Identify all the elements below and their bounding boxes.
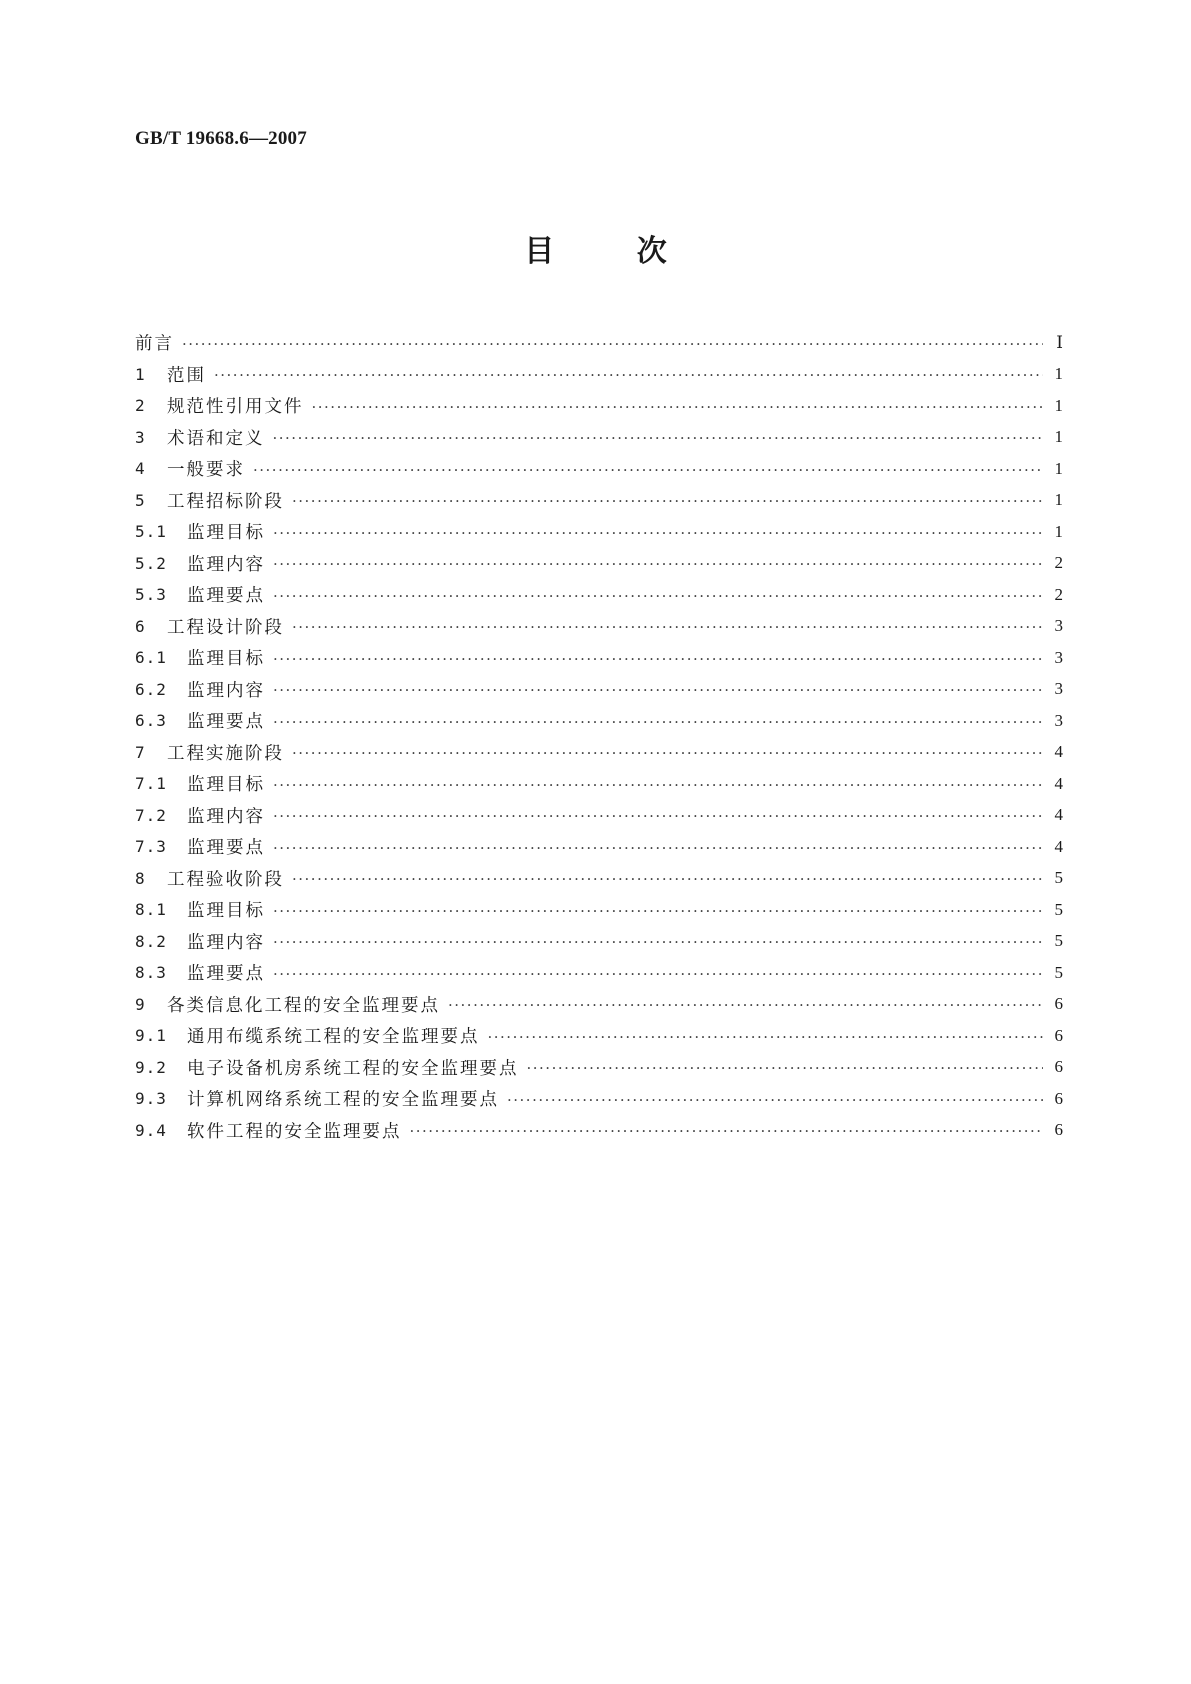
- toc-entry[interactable]: [135, 390, 1063, 422]
- toc-entry-page: 5: [1054, 931, 1063, 951]
- toc-dot-leader: [182, 334, 1043, 354]
- toc-entry-page: 3: [1054, 647, 1063, 667]
- toc-entry-title: 监理内容: [187, 680, 265, 701]
- toc-entry-title: 监理目标: [187, 649, 265, 670]
- toc-entry[interactable]: [135, 737, 1063, 769]
- toc-entry-title: 工程招标阶段: [167, 491, 284, 512]
- toc-entry[interactable]: [135, 894, 1063, 926]
- toc-entry-number: 8: [135, 868, 146, 888]
- toc-entry[interactable]: [135, 1052, 1063, 1084]
- toc-dot-leader: [292, 743, 1043, 763]
- toc-entry-number: 9.4: [135, 1120, 167, 1140]
- toc-entry-page: 1: [1054, 364, 1063, 384]
- toc-entry[interactable]: [135, 768, 1063, 800]
- toc-entry-title: 规范性引用文件: [167, 397, 304, 418]
- toc-entry[interactable]: [135, 989, 1063, 1021]
- toc-entry-title: 计算机网络系统工程的安全监理要点: [187, 1090, 499, 1111]
- toc-dot-leader: [488, 1027, 1044, 1047]
- toc-entry-page: 6: [1054, 994, 1063, 1014]
- toc-entry-number: 1: [135, 364, 146, 384]
- toc-entry-page: 4: [1054, 805, 1063, 825]
- toc-dot-leader: [292, 491, 1043, 511]
- toc-entry-number: 2: [135, 396, 146, 416]
- toc-entry-page: 1: [1054, 458, 1063, 478]
- toc-entry[interactable]: [135, 1115, 1063, 1147]
- toc-entry-page: 5: [1054, 868, 1063, 888]
- toc-dot-leader: [273, 554, 1043, 574]
- toc-dot-leader: [410, 1121, 1044, 1141]
- toc-entry-page: 1: [1054, 521, 1063, 541]
- toc-entry[interactable]: [135, 705, 1063, 737]
- toc-entry[interactable]: [135, 642, 1063, 674]
- toc-dot-leader: [273, 680, 1043, 700]
- toc-entry-title: 软件工程的安全监理要点: [187, 1121, 402, 1142]
- toc-entry-page: 4: [1054, 742, 1063, 762]
- standard-code: GB/T 19668.6—2007: [135, 128, 307, 149]
- toc-entry[interactable]: [135, 926, 1063, 958]
- toc-dot-leader: [292, 617, 1043, 637]
- toc-dot-leader: [273, 428, 1044, 448]
- toc-dot-leader: [253, 460, 1043, 480]
- toc-dot-leader: [273, 586, 1043, 606]
- toc-entry-title: 监理要点: [187, 586, 265, 607]
- toc-entry-title: 监理目标: [187, 523, 265, 544]
- toc-dot-leader: [214, 365, 1043, 385]
- toc-entry-number: 6: [135, 616, 146, 636]
- toc-dot-leader: [273, 775, 1043, 795]
- toc-dot-leader: [292, 869, 1043, 889]
- toc-entry-page: 6: [1054, 1057, 1063, 1077]
- toc-entry-number: 7.3: [135, 837, 167, 857]
- toc-entry[interactable]: [135, 863, 1063, 895]
- toc-entry-page: Ⅰ: [1056, 332, 1063, 352]
- toc-entry-title: 监理内容: [187, 554, 265, 575]
- title-char-1: 目: [524, 234, 555, 269]
- toc-entry-page: 1: [1054, 395, 1063, 415]
- toc-entry[interactable]: [135, 422, 1063, 454]
- toc-entry[interactable]: [135, 453, 1063, 485]
- toc-dot-leader: [273, 901, 1043, 921]
- toc-entry-number: 5.1: [135, 522, 167, 542]
- toc-dot-leader: [273, 964, 1043, 984]
- toc-dot-leader: [448, 995, 1043, 1015]
- toc-dot-leader: [273, 806, 1043, 826]
- toc-dot-leader: [273, 932, 1043, 952]
- toc-entry[interactable]: [135, 359, 1063, 391]
- toc-entry-page: 3: [1054, 679, 1063, 699]
- toc-entry[interactable]: [135, 485, 1063, 517]
- toc-entry-title: 监理目标: [187, 775, 265, 796]
- toc-entry-number: 7.2: [135, 805, 167, 825]
- toc-entry[interactable]: [135, 516, 1063, 548]
- toc-entry[interactable]: [135, 1020, 1063, 1052]
- toc-entry-page: 4: [1054, 836, 1063, 856]
- toc-entry-number: 9.3: [135, 1089, 167, 1109]
- toc-entry-title: 电子设备机房系统工程的安全监理要点: [187, 1058, 519, 1079]
- toc-entry[interactable]: [135, 674, 1063, 706]
- toc-entry-title: 监理要点: [187, 964, 265, 985]
- toc-entry-number: 6.3: [135, 711, 167, 731]
- toc-entry-number: 9.2: [135, 1057, 167, 1077]
- toc-entry-page: 1: [1054, 490, 1063, 510]
- toc-entry-page: 3: [1054, 710, 1063, 730]
- toc-entry-number: 8.2: [135, 931, 167, 951]
- toc-entry-title: 工程设计阶段: [167, 617, 284, 638]
- toc-entry[interactable]: [135, 579, 1063, 611]
- toc-dot-leader: [273, 523, 1043, 543]
- toc-entry-number: 7.1: [135, 774, 167, 794]
- toc-entry-page: 3: [1054, 616, 1063, 636]
- toc-entry-title: 监理要点: [187, 712, 265, 733]
- toc-dot-leader: [507, 1090, 1043, 1110]
- toc-entry-title: 术语和定义: [167, 428, 265, 449]
- toc-entry-title: 监理要点: [187, 838, 265, 859]
- toc-entry[interactable]: [135, 548, 1063, 580]
- toc-dot-leader: [273, 838, 1043, 858]
- toc-entry-number: 6.1: [135, 648, 167, 668]
- toc-entry-page: 1: [1054, 427, 1063, 447]
- toc-entry[interactable]: [135, 327, 1063, 359]
- toc-entry-page: 6: [1054, 1088, 1063, 1108]
- page-title: [0, 226, 1191, 270]
- toc-entry[interactable]: [135, 1083, 1063, 1115]
- toc-entry-title: 工程验收阶段: [167, 869, 284, 890]
- toc-entry-page: 5: [1054, 899, 1063, 919]
- toc-entry-title: 监理目标: [187, 901, 265, 922]
- toc-entry-title: 范围: [167, 365, 206, 386]
- toc-entry-number: 6.2: [135, 679, 167, 699]
- toc-entry-title: 通用布缆系统工程的安全监理要点: [187, 1027, 480, 1048]
- toc-entry-number: 8.1: [135, 900, 167, 920]
- toc-entry-page: 6: [1054, 1120, 1063, 1140]
- toc-entry-title: 工程实施阶段: [167, 743, 284, 764]
- toc-entry[interactable]: [135, 831, 1063, 863]
- toc-entry-page: 2: [1054, 584, 1063, 604]
- toc-entry-number: 3: [135, 427, 146, 447]
- toc-entry[interactable]: [135, 957, 1063, 989]
- toc-entry-page: 2: [1054, 553, 1063, 573]
- toc-entry-number: 9.1: [135, 1026, 167, 1046]
- toc-entry-number: 7: [135, 742, 146, 762]
- toc-entry-page: 6: [1054, 1025, 1063, 1045]
- toc-entry-number: 4: [135, 459, 146, 479]
- toc-entry-number: 5.3: [135, 585, 167, 605]
- toc-entry-number: 5: [135, 490, 146, 510]
- toc-entry-number: 5.2: [135, 553, 167, 573]
- toc-entry-title: 一般要求: [167, 460, 245, 481]
- toc-entry-page: 4: [1054, 773, 1063, 793]
- toc-entry-title: 监理内容: [187, 932, 265, 953]
- title-char-2: 次: [636, 234, 667, 269]
- toc-entry[interactable]: [135, 800, 1063, 832]
- toc-dot-leader: [527, 1058, 1044, 1078]
- toc-entry-page: 5: [1054, 962, 1063, 982]
- toc-dot-leader: [273, 649, 1043, 669]
- toc-dot-leader: [312, 397, 1044, 417]
- table-of-contents: [135, 327, 1063, 1146]
- toc-entry-title: 监理内容: [187, 806, 265, 827]
- toc-dot-leader: [273, 712, 1043, 732]
- toc-entry-title: 前言: [135, 334, 174, 355]
- toc-entry-number: 9: [135, 994, 146, 1014]
- toc-entry-number: 8.3: [135, 963, 167, 983]
- toc-entry-title: 各类信息化工程的安全监理要点: [167, 995, 440, 1016]
- toc-entry[interactable]: [135, 611, 1063, 643]
